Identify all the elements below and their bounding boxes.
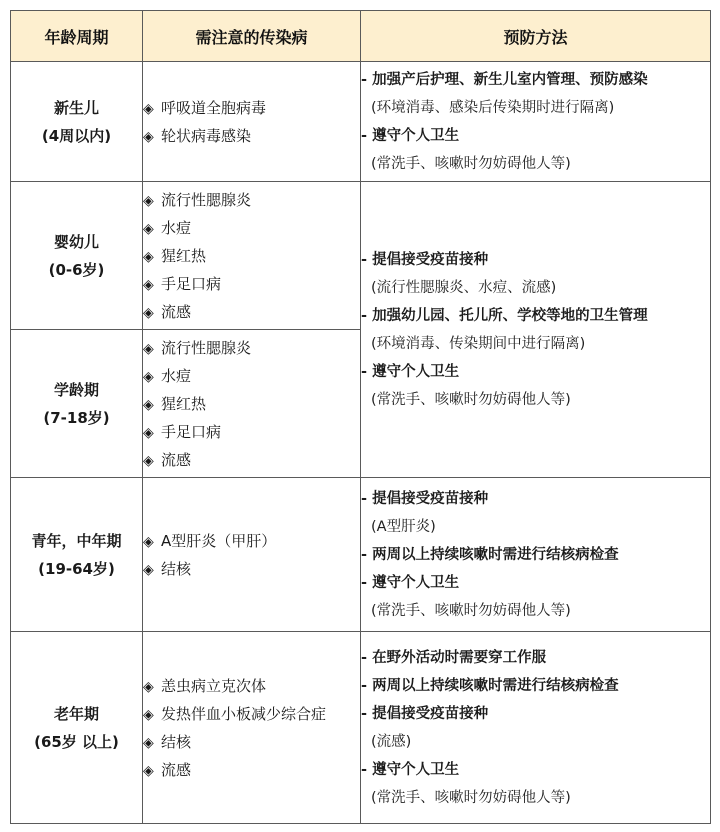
disease-label: 流感 [161,450,192,469]
disease-label: 结核 [161,732,192,751]
disease-label: 水痘 [161,366,192,385]
prevention-action: - 加强产后护理、新生儿室内管理、预防感染 [361,71,648,88]
age-name: 婴幼儿 [53,232,99,251]
disease-cell [143,182,361,330]
prevention-note: (环境消毒、传染期间中进行隔离) [371,335,586,352]
age-cell [11,182,143,330]
prevention-note: (环境消毒、感染后传染期时进行隔离) [371,99,615,116]
disease-item [143,555,360,583]
age-name: 青年，中年期 [31,531,122,550]
disease-cell [143,62,361,182]
disease-label: 轮状病毒感染 [161,126,252,145]
header-age: 年龄周期 [11,11,143,62]
row-newborn [11,62,711,182]
diamond-bullet-icon: ◈ [143,192,154,209]
diamond-bullet-icon: ◈ [143,762,154,779]
prevention-cell [361,62,711,182]
disease-item [143,122,360,150]
prevention-cell [361,632,711,824]
disease-label: 猩红热 [161,246,207,265]
prevention-cell-shared [361,182,711,478]
disease-label: 手足口病 [161,422,222,441]
disease-label: 水痘 [161,218,192,237]
prevention-note: (A型肝炎) [371,518,436,535]
prevention-action: - 遵守个人卫生 [361,363,460,380]
diamond-bullet-icon: ◈ [143,248,154,265]
disease-item [143,94,360,122]
disease-label: 手足口病 [161,274,222,293]
prevention-note: (常洗手、咳嗽时勿妨碍他人等) [371,602,571,619]
prevention-action: - 遵守个人卫生 [361,761,460,778]
disease-cell [143,632,361,824]
header-prevention: 预防方法 [361,11,711,62]
disease-label: 流行性腮腺炎 [161,190,252,209]
age-cell [11,62,143,182]
age-range: (65岁 以上) [34,732,119,751]
diamond-bullet-icon: ◈ [143,561,154,578]
row-adult [11,478,711,632]
prevention-cell [361,478,711,632]
disease-item [143,334,360,362]
disease-label: A型肝炎（甲肝） [161,531,277,550]
prevention-action: - 在野外活动时需要穿工作服 [361,649,547,666]
disease-label: 恙虫病立克次体 [161,676,267,695]
diamond-bullet-icon: ◈ [143,396,154,413]
disease-item [143,728,360,756]
disease-item [143,390,360,418]
disease-item [143,270,360,298]
disease-item [143,214,360,242]
disease-item [143,756,360,784]
disease-label: 猩红热 [161,394,207,413]
prevention-note: (常洗手、咳嗽时勿妨碍他人等) [371,391,571,408]
disease-item [143,527,360,555]
prevention-action: - 两周以上持续咳嗽时需进行结核病检查 [361,546,619,563]
header-disease: 需注意的传染病 [143,11,361,62]
age-range: (4周以内) [41,126,112,145]
disease-item [143,700,360,728]
disease-cell [143,330,361,478]
disease-item [143,298,360,326]
row-elderly [11,632,711,824]
diamond-bullet-icon: ◈ [143,368,154,385]
infection-prevention-table [10,10,711,824]
disease-item [143,362,360,390]
diamond-bullet-icon: ◈ [143,734,154,751]
diamond-bullet-icon: ◈ [143,678,154,695]
disease-label: 发热伴血小板减少综合症 [161,704,327,723]
disease-label: 流感 [161,760,192,779]
age-name: 新生儿 [53,98,99,117]
disease-label: 呼吸道全胞病毒 [161,98,267,117]
disease-item [143,242,360,270]
prevention-action: - 加强幼儿园、托儿所、学校等地的卫生管理 [361,307,648,324]
prevention-note: (常洗手、咳嗽时勿妨碍他人等) [371,155,571,172]
age-cell [11,330,143,478]
prevention-action: - 提倡接受疫苗接种 [361,251,489,268]
age-name: 学龄期 [53,380,99,399]
disease-item [143,672,360,700]
diamond-bullet-icon: ◈ [143,452,154,469]
prevention-action: - 提倡接受疫苗接种 [361,705,489,722]
age-range: (7-18岁) [43,408,110,427]
disease-item [143,186,360,214]
disease-item [143,446,360,474]
disease-cell [143,478,361,632]
diamond-bullet-icon: ◈ [143,128,154,145]
diamond-bullet-icon: ◈ [143,533,154,550]
prevention-action: - 提倡接受疫苗接种 [361,490,489,507]
prevention-action: - 遵守个人卫生 [361,574,460,591]
diamond-bullet-icon: ◈ [143,220,154,237]
age-cell [11,632,143,824]
diamond-bullet-icon: ◈ [143,276,154,293]
diamond-bullet-icon: ◈ [143,340,154,357]
age-range: (19-64岁) [38,559,115,578]
diamond-bullet-icon: ◈ [143,304,154,321]
header-row [11,11,711,62]
age-range: (0-6岁) [48,260,105,279]
age-name: 老年期 [53,704,99,723]
disease-label: 结核 [161,559,192,578]
disease-item [143,418,360,446]
row-infant [11,182,711,330]
disease-label: 流行性腮腺炎 [161,338,252,357]
prevention-note: (常洗手、咳嗽时勿妨碍他人等) [371,789,571,806]
diamond-bullet-icon: ◈ [143,100,154,117]
diamond-bullet-icon: ◈ [143,424,154,441]
prevention-action: - 两周以上持续咳嗽时需进行结核病检查 [361,677,619,694]
prevention-note: (流行性腮腺炎、水痘、流感) [371,279,557,296]
prevention-note: (流感) [371,733,412,750]
prevention-action: - 遵守个人卫生 [361,127,460,144]
diamond-bullet-icon: ◈ [143,706,154,723]
age-cell [11,478,143,632]
disease-label: 流感 [161,302,192,321]
